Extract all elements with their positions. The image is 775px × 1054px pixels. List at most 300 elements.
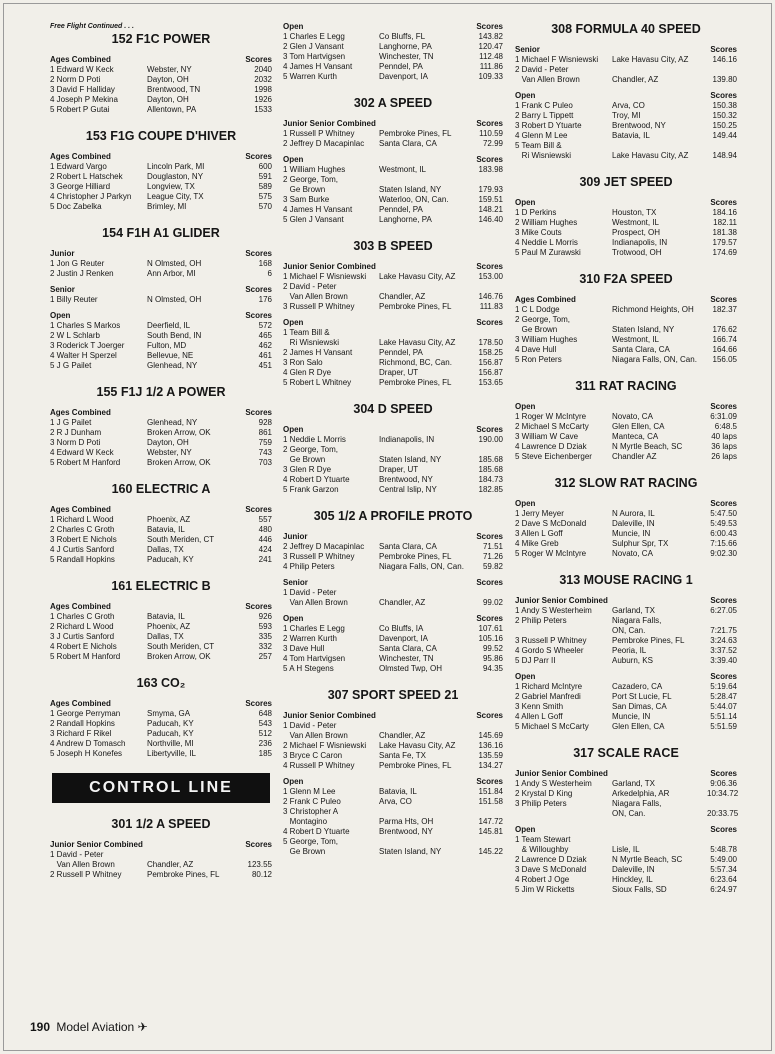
competitor-score: 134.27 — [478, 761, 503, 770]
competitor-location: Davenport, IA — [379, 72, 428, 81]
competitor-score: 257 — [258, 652, 272, 661]
result-row — [50, 95, 272, 105]
competitor-score: 424 — [258, 545, 272, 554]
competitor-score: 159.51 — [478, 195, 503, 204]
competitor-name: 2 Barry L Tippett — [515, 111, 574, 120]
result-row — [50, 870, 272, 880]
competitor-name: 1 Andy S Westerheim — [515, 779, 592, 788]
result-row — [50, 75, 272, 85]
result-row — [50, 739, 272, 749]
competitor-location: Fulton, MD — [147, 341, 187, 350]
results-group — [515, 672, 737, 732]
competitor-name: 5 A H Stegens — [283, 664, 334, 673]
group-header — [50, 249, 272, 259]
competitor-location: Chandler, AZ — [612, 75, 659, 84]
competitor-name: 3 David F Halliday — [50, 85, 115, 94]
competitor-name: 4 Tom Hartvigsen — [283, 654, 346, 663]
results-group — [283, 777, 503, 857]
competitor-name: Ge Brown — [283, 185, 326, 194]
competitor-location: Chandler AZ — [612, 452, 657, 461]
group-label: Open — [515, 402, 536, 411]
competitor-location — [379, 837, 473, 847]
result-row — [50, 65, 272, 75]
competitor-location: Westmont, IL — [612, 335, 659, 344]
result-row — [515, 452, 737, 462]
competitor-name: & Willoughby — [515, 845, 569, 854]
competitor-location: Northville, MI — [147, 739, 194, 748]
competitor-location: Lake Havasu City, AZ — [612, 55, 689, 64]
result-row — [50, 331, 272, 341]
competitor-name: 3 Dave Hull — [283, 644, 325, 653]
competitor-location: South Meriden, CT — [147, 535, 215, 544]
competitor-score — [707, 616, 737, 626]
group-header — [515, 295, 737, 305]
results-group — [283, 711, 503, 771]
competitor-name: 5 Doc Zabelka — [50, 202, 102, 211]
competitor-name: 2 Jeffrey D Macapinlac — [283, 139, 365, 148]
event-title: 309 JET SPEED — [579, 175, 673, 189]
group-header — [283, 318, 503, 328]
result-row — [283, 634, 503, 644]
competitor-name: 3 William W Cave — [515, 432, 579, 441]
result-row — [515, 75, 737, 85]
competitor-location: Santa Clara, CA — [379, 139, 437, 148]
competitor-name: 2 Jeffrey D Macapinlac — [283, 542, 365, 551]
competitor-score: 703 — [258, 458, 272, 467]
competitor-name: 2 Dave S McDonald — [515, 519, 587, 528]
result-row — [283, 185, 503, 195]
competitor-location: Brimley, MI — [147, 202, 187, 211]
competitor-score: 593 — [258, 622, 272, 631]
competitor-location: Novato, CA — [612, 549, 653, 558]
result-row — [283, 797, 503, 807]
competitor-location: Lake Havasu City, AZ — [379, 741, 456, 750]
competitor-score — [473, 837, 503, 847]
competitor-name: 5 Paul M Zurawski — [515, 248, 581, 257]
competitor-name: 2 Krystal D King — [515, 789, 573, 798]
result-row — [50, 709, 272, 719]
result-row — [515, 835, 737, 845]
competitor-name: Van Allen Brown — [283, 292, 348, 301]
group-header — [283, 119, 503, 129]
result-row — [515, 549, 737, 559]
group-label: Ages Combined — [50, 152, 111, 161]
result-row — [515, 131, 737, 141]
competitor-location: Staten Island, NY — [612, 325, 675, 334]
result-row — [283, 175, 503, 185]
result-row — [283, 42, 503, 52]
competitor-score: 861 — [258, 428, 272, 437]
competitor-name: 4 Mike Greb — [515, 539, 559, 548]
competitor-location: Penndel, PA — [379, 348, 423, 357]
scores-header: Scores — [476, 262, 503, 271]
competitor-score: 1533 — [254, 105, 272, 114]
competitor-score: 80.12 — [251, 870, 272, 879]
competitor-location: Allentown, PA — [147, 105, 197, 114]
competitor-score: 461 — [258, 351, 272, 360]
group-header — [515, 198, 737, 208]
competitor-name: 1 Edward W Keck — [50, 65, 114, 74]
result-row — [283, 654, 503, 664]
competitor-location — [612, 65, 707, 75]
competitor-score: 179.57 — [712, 238, 737, 247]
competitor-name: 3 Richard F Rikel — [50, 729, 112, 738]
competitor-score: 166.74 — [712, 335, 737, 344]
result-row — [50, 418, 272, 428]
competitor-location: Houston, TX — [612, 208, 657, 217]
competitor-location: Glenhead, NY — [147, 418, 198, 427]
group-header — [283, 262, 503, 272]
competitor-name: 5 J G Pailet — [50, 361, 92, 370]
competitor-location: Broken Arrow, OK — [147, 458, 211, 467]
competitor-score: 743 — [258, 448, 272, 457]
competitor-score: 153.65 — [478, 378, 503, 387]
competitor-name: 5 Robert M Hanford — [50, 458, 121, 467]
result-row — [283, 542, 503, 552]
competitor-location: Glen Ellen, CA — [612, 722, 665, 731]
competitor-score: 451 — [258, 361, 272, 370]
competitor-name: 2 Frank C Puleo — [283, 797, 341, 806]
competitor-name: 5 DJ Parr II — [515, 656, 556, 665]
competitor-score: 151.58 — [478, 797, 503, 806]
competitor-location: Webster, NY — [147, 448, 192, 457]
competitor-score: 591 — [258, 172, 272, 181]
competitor-name: 2 Robert L Hatschek — [50, 172, 123, 181]
scores-header: Scores — [476, 425, 503, 434]
competitor-location: Richmond, BC, Can. — [379, 358, 452, 367]
group-label: Open — [283, 155, 304, 164]
competitor-score: 3:37.52 — [710, 646, 737, 655]
scores-header: Scores — [476, 578, 503, 587]
results-group — [283, 119, 503, 149]
result-row — [283, 165, 503, 175]
result-row — [283, 328, 503, 338]
competitor-location: Lincoln Park, MI — [147, 162, 205, 171]
competitor-score: 182.85 — [478, 485, 503, 494]
competitor-location: Libertyville, IL — [147, 749, 196, 758]
competitor-score: 111.83 — [479, 302, 503, 311]
competitor-name: 1 Neddie L Morris — [283, 435, 346, 444]
competitor-score: 3:39.40 — [710, 656, 737, 665]
competitor-location: Niagara Falls, — [612, 616, 662, 625]
competitor-location: Prospect, OH — [612, 228, 661, 237]
competitor-score: 5:49.53 — [710, 519, 737, 528]
competitor-location: Central Islip, NY — [379, 485, 437, 494]
group-label: Senior — [50, 285, 75, 294]
result-row — [50, 259, 272, 269]
competitor-location — [612, 141, 707, 151]
group-header — [50, 285, 272, 295]
scores-header: Scores — [710, 402, 737, 411]
group-label: Open — [283, 777, 304, 786]
competitor-name: 2 W L Schlarb — [50, 331, 100, 340]
group-label: Ages Combined — [50, 55, 111, 64]
competitor-location: Langhorne, PA — [379, 215, 432, 224]
result-row — [515, 345, 737, 355]
result-row — [283, 721, 503, 731]
competitor-score — [242, 850, 272, 860]
competitor-name: 4 Glen R Dye — [283, 368, 332, 377]
competitor-location: Phoenix, AZ — [147, 622, 191, 631]
page-number: 190 — [30, 1020, 51, 1034]
competitor-score: 575 — [258, 192, 272, 201]
competitor-score: 480 — [258, 525, 272, 534]
result-row — [515, 248, 737, 258]
scores-header: Scores — [245, 285, 272, 294]
result-row — [283, 348, 503, 358]
competitor-location: Davenport, IA — [379, 634, 428, 643]
competitor-location: Santa Fe, TX — [379, 751, 426, 760]
competitor-name: 3 Allen L Goff — [515, 529, 563, 538]
competitor-score: 36 laps — [711, 442, 737, 451]
competitor-name: 3 Robert E Nichols — [50, 535, 117, 544]
competitor-name: 1 David - Peter — [283, 721, 337, 730]
group-header — [50, 840, 272, 850]
group-header — [50, 408, 272, 418]
competitor-location: Niagara Falls, — [612, 799, 662, 808]
competitor-score: 136.16 — [478, 741, 503, 750]
competitor-name: Montagino — [283, 817, 328, 826]
competitor-name: 1 Jon G Reuter — [50, 259, 105, 268]
competitor-score: 109.33 — [478, 72, 503, 81]
result-row — [50, 321, 272, 331]
competitor-score: 145.69 — [478, 731, 503, 740]
result-row — [515, 712, 737, 722]
results-group — [283, 262, 503, 312]
scores-header: Scores — [476, 119, 503, 128]
competitor-score: 1926 — [254, 95, 272, 104]
competitor-location: Broken Arrow, OK — [147, 428, 211, 437]
competitor-score: 156.87 — [478, 368, 503, 377]
result-row — [515, 682, 737, 692]
competitor-name: 2 Philip Peters — [515, 616, 567, 625]
competitor-score — [473, 328, 503, 338]
result-row — [50, 428, 272, 438]
scores-header: Scores — [245, 840, 272, 849]
result-row — [50, 295, 272, 305]
results-group — [50, 55, 272, 115]
competitor-score: 462 — [258, 341, 272, 350]
result-row — [515, 65, 737, 75]
competitor-score: 174.69 — [712, 248, 737, 257]
results-group — [283, 318, 503, 388]
result-row — [50, 612, 272, 622]
competitor-location: Parma Hts, OH — [379, 817, 434, 826]
event-section — [50, 579, 272, 662]
competitor-name: 5 Michael S McCarty — [515, 722, 589, 731]
group-label: Open — [283, 614, 304, 623]
competitor-score: 59.82 — [482, 562, 503, 571]
competitor-score: 94.35 — [482, 664, 503, 673]
competitor-name: 1 Roger W McIntyre — [515, 412, 587, 421]
event-section — [50, 385, 272, 468]
competitor-name: 5 Robert M Hanford — [50, 652, 121, 661]
competitor-location: Indianapolis, IN — [379, 435, 435, 444]
competitor-name: 2 Richard L Wood — [50, 622, 114, 631]
result-row — [515, 228, 737, 238]
competitor-score: 184.16 — [712, 208, 737, 217]
event-section — [515, 175, 737, 258]
result-row — [50, 182, 272, 192]
results-group — [50, 311, 272, 371]
result-row — [50, 719, 272, 729]
competitor-location: Langhorne, PA — [379, 42, 432, 51]
competitor-name: 2 Randall Hopkins — [50, 719, 115, 728]
competitor-name: 1 D Perkins — [515, 208, 557, 217]
group-header — [50, 602, 272, 612]
scores-header: Scores — [710, 198, 737, 207]
result-row — [515, 509, 737, 519]
event-title: 308 FORMULA 40 SPEED — [551, 22, 701, 36]
event-section — [50, 129, 272, 212]
competitor-name: 5 Robert P Gutai — [50, 105, 110, 114]
competitor-location: Arkedelphia, AR — [612, 789, 670, 798]
scores-header: Scores — [710, 769, 737, 778]
event-section — [515, 272, 737, 365]
competitor-score: 5:19.64 — [710, 682, 737, 691]
competitor-name: Ge Brown — [283, 455, 326, 464]
competitor-location: Santa Clara, CA — [379, 542, 437, 551]
result-row — [515, 692, 737, 702]
competitor-name: 3 George Hilliard — [50, 182, 111, 191]
competitor-name: 3 Russell P Whitney — [283, 552, 355, 561]
group-header — [515, 402, 737, 412]
result-row — [515, 315, 737, 325]
competitor-name: 3 Kenn Smith — [515, 702, 564, 711]
competitor-name: 2 George, Tom, — [283, 445, 338, 454]
competitor-name: 3 Sam Burke — [283, 195, 330, 204]
competitor-name: 3 Robert D Ytuarte — [515, 121, 582, 130]
competitor-name: Van Allen Brown — [283, 598, 348, 607]
competitor-location: Santa Clara, CA — [612, 345, 670, 354]
result-row — [515, 432, 737, 442]
competitor-name: 2 Justin J Renken — [50, 269, 114, 278]
results-group — [50, 602, 272, 662]
result-row — [50, 525, 272, 535]
competitor-score: 185 — [258, 749, 272, 758]
competitor-location: Paducah, KY — [147, 555, 194, 564]
competitor-score: 182.11 — [713, 218, 737, 227]
competitor-location: N Myrtle Beach, SC — [612, 855, 683, 864]
competitor-name: 3 Mike Couts — [515, 228, 562, 237]
competitor-score — [473, 807, 503, 817]
competitor-name: 4 Robert J Oge — [515, 875, 570, 884]
result-row — [283, 52, 503, 62]
result-row — [283, 562, 503, 572]
group-label: Junior Senior Combined — [283, 262, 376, 271]
result-row — [515, 855, 737, 865]
competitor-score: 143.82 — [478, 32, 503, 41]
continued-note: Free Flight Continued . . . — [50, 23, 134, 30]
competitor-name: 3 Glen R Dye — [283, 465, 332, 474]
competitor-location: Pembroke Pines, FL — [379, 129, 452, 138]
scores-header: Scores — [245, 505, 272, 514]
result-row — [283, 837, 503, 847]
competitor-location: Auburn, KS — [612, 656, 653, 665]
competitor-score: 928 — [258, 418, 272, 427]
result-row — [515, 789, 737, 799]
competitor-score: 110.59 — [479, 129, 503, 138]
competitor-location: Broken Arrow, OK — [147, 652, 211, 661]
results-group — [515, 402, 737, 462]
group-label: Junior Senior Combined — [515, 596, 608, 605]
group-label: Open — [515, 499, 536, 508]
results-group — [515, 499, 737, 559]
competitor-name — [515, 809, 612, 819]
result-row — [283, 817, 503, 827]
competitor-location — [379, 175, 473, 185]
competitor-location: Cazadero, CA — [612, 682, 663, 691]
competitor-location: Chandler, AZ — [379, 598, 426, 607]
competitor-score: 589 — [258, 182, 272, 191]
competitor-name: 1 George Perryman — [50, 709, 121, 718]
competitor-location: Waterloo, ON, Can. — [379, 195, 449, 204]
result-row — [283, 358, 503, 368]
competitor-score: 9:02.30 — [710, 549, 737, 558]
event-section — [283, 402, 503, 495]
competitor-score: 146.40 — [478, 215, 503, 224]
competitor-name: 2 Norm D Poti — [50, 75, 101, 84]
competitor-name: 5 Frank Garzon — [283, 485, 339, 494]
results-group — [283, 532, 503, 572]
competitor-score: 5:28.47 — [710, 692, 737, 701]
competitor-name: 4 Philip Peters — [283, 562, 335, 571]
competitor-name: 1 J G Pailet — [50, 418, 92, 427]
competitor-name: 2 David - Peter — [515, 65, 569, 74]
competitor-score — [473, 175, 503, 185]
competitor-location: Phoenix, AZ — [147, 515, 191, 524]
competitor-name: 2 Gabriel Manfredi — [515, 692, 581, 701]
results-group — [283, 155, 503, 225]
competitor-name: 3 J Curtis Sanford — [50, 632, 115, 641]
group-label: Open — [283, 22, 304, 31]
competitor-score — [473, 588, 503, 598]
competitor-score: 5:49.00 — [710, 855, 737, 864]
competitor-score: 71.51 — [482, 542, 503, 551]
event-title: 305 1/2 A PROFILE PROTO — [313, 509, 473, 523]
competitor-location: N Olmsted, OH — [147, 295, 202, 304]
competitor-score — [707, 141, 737, 151]
competitor-name: 1 Charles C Groth — [50, 612, 115, 621]
results-group — [283, 614, 503, 674]
event-title: 317 SCALE RACE — [573, 746, 679, 760]
results-group — [515, 825, 737, 895]
competitor-location — [612, 835, 707, 845]
result-row — [283, 215, 503, 225]
competitor-location: Dallas, TX — [147, 545, 184, 554]
group-label: Senior — [515, 45, 540, 54]
competitor-name: 2 Glen J Vansant — [283, 42, 344, 51]
competitor-score: 335 — [258, 632, 272, 641]
competitor-location: Pembroke Pines, FL — [379, 302, 452, 311]
results-group — [283, 578, 503, 608]
competitor-name: Van Allen Brown — [283, 731, 348, 740]
results-group — [50, 285, 272, 305]
group-label: Junior Senior Combined — [50, 840, 143, 849]
competitor-name: 1 Richard McIntyre — [515, 682, 583, 691]
result-row — [50, 351, 272, 361]
competitor-location: Draper, UT — [379, 465, 419, 474]
result-row — [283, 644, 503, 654]
event-section — [50, 32, 272, 115]
competitor-name: Van Allen Brown — [515, 75, 580, 84]
competitor-location: Brentwood, NY — [379, 827, 433, 836]
result-row — [515, 325, 737, 335]
competitor-location: Hinckley, IL — [612, 875, 653, 884]
competitor-score: 146.16 — [712, 55, 737, 64]
result-row — [50, 162, 272, 172]
competitor-name: 2 Lawrence D Dziak — [515, 855, 587, 864]
